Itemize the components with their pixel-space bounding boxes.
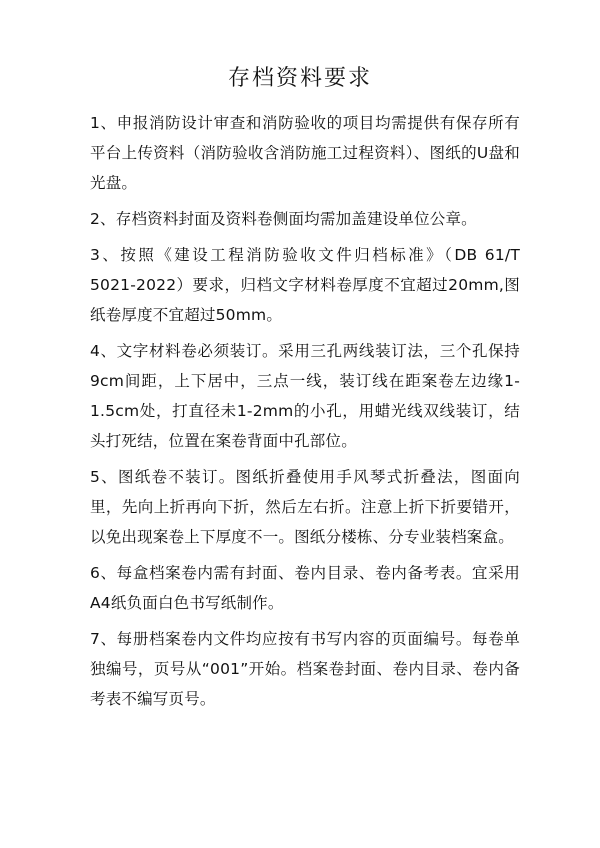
document-body — [90, 108, 520, 720]
requirement-item-2: 2、存档资料封面及资料卷侧面均需加盖建设单位公章。 — [90, 210, 477, 228]
requirement-item-6: 6、每盒档案卷内需有封面、卷内目录、卷内备考表。宜采用A4纸负面白色书写纸制作。 — [90, 564, 520, 612]
requirement-item-4: 4、文字材料卷必须装订。采用三孔两线装订法，三个孔保持9cm间距，上下居中，三点一线，装订线在距案卷左边缘1-1.5cm处，打直径未1-2mm的小孔，用蜡光线双线装订，结头打死结，位置在案卷背面中孔部位。 — [90, 342, 520, 450]
requirement-item-5: 5、图纸卷不装订。图纸折叠使用手风琴式折叠法，图面向里，先向上折再向下折，然后左右折。注意上折下折要错开，以免出现案卷上下厚度不一。图纸分楼栋、分专业装档案盒。 — [90, 468, 520, 546]
requirement-item-3: 3、按照《建设工程消防验收文件归档标准》（DB 61/T 5021-2022）要求，归档文字材料卷厚度不宜超过20mm,图纸卷厚度不宜超过50mm。 — [90, 246, 520, 324]
requirement-item-1: 1、申报消防设计审查和消防验收的项目均需提供有保存所有平台上传资料（消防验收含消防施工过程资料）、图纸的U盘和光盘。 — [90, 114, 520, 192]
requirement-item-7: 7、每册档案卷内文件均应按有书写内容的页面编号。每卷单独编号，页号从“001”开始。档案卷封面、卷内目录、卷内备考表不编写页号。 — [90, 630, 520, 708]
document-title: 存档资料要求 — [227, 66, 372, 91]
